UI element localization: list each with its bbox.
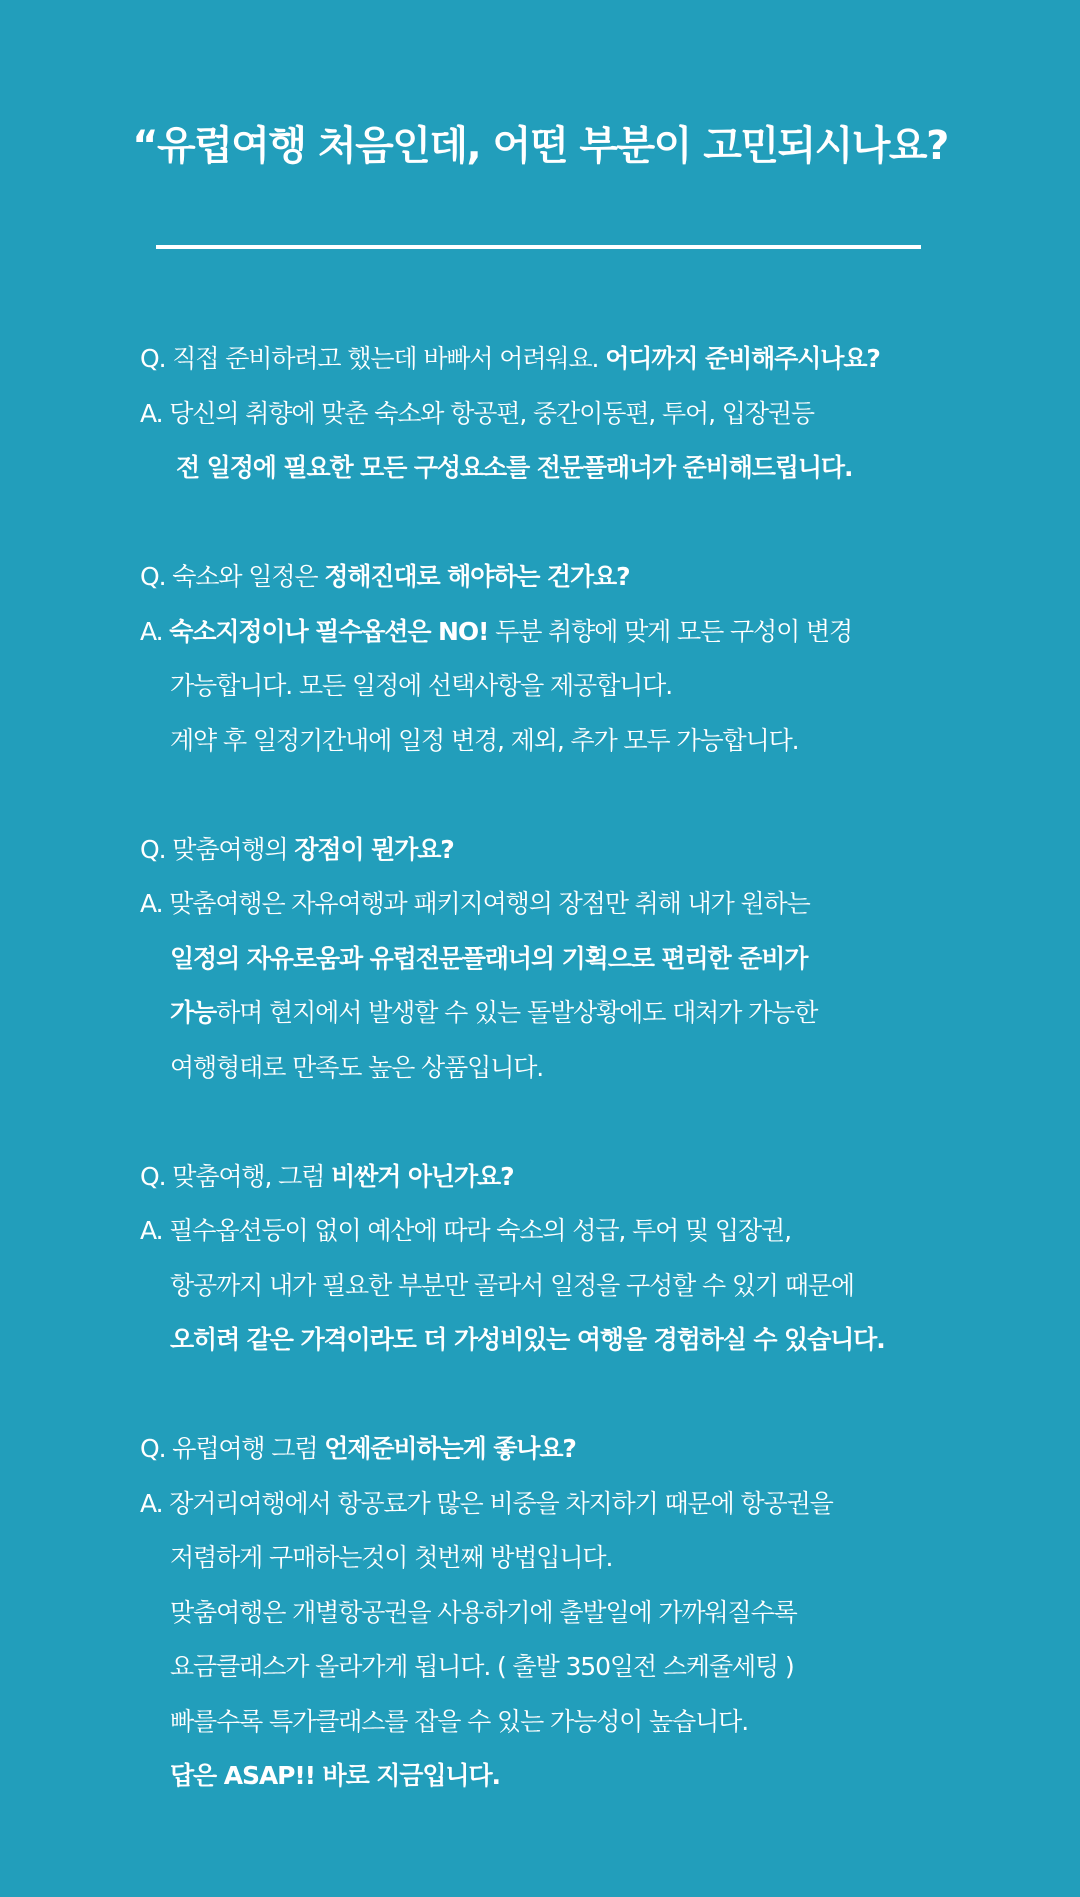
question: Q. 유럽여행 그럼 언제준비하는게 좋나요? (140, 1434, 576, 1463)
faq-item-advantages (140, 823, 1040, 1096)
answer-line: 저렴하게 구매하는것이 첫번째 방법입니다. (170, 1543, 613, 1572)
answer-line: 일정의 자유로움과 유럽전문플래너의 기획으로 편리한 준비가 (170, 943, 808, 973)
answer-line: A. 장거리여행에서 항공료가 많은 비중을 차지하기 때문에 항공권을 (140, 1488, 833, 1518)
question: Q. 맞춤여행, 그럼 비싼거 아닌가요? (140, 1161, 514, 1191)
question: Q. 숙소와 일정은 정해진대로 해야하는 건가요? (140, 562, 630, 591)
title-divider (156, 245, 921, 249)
answer-line: 항공까지 내가 필요한 부분만 골라서 일정을 구성할 수 있기 때문에 (170, 1270, 854, 1300)
answer-line: A. 당신의 취향에 맞춘 숙소와 항공편, 중간이동편, 투어, 입장권등 (140, 398, 814, 428)
answer-line: 답은 ASAP!! 바로 지금입니다. (170, 1761, 500, 1790)
answer-line: A. 맞춤여행은 자유여행과 패키지여행의 장점만 취해 내가 원하는 (140, 889, 810, 918)
page-title: “유럽여행 처음인데, 어떤 부분이 고민되시나요? (132, 123, 948, 169)
faq-item-when-to-prepare (140, 1422, 1040, 1804)
answer-line: 맞춤여행은 개별항공권을 사용하기에 출발일에 가까워질수록 (170, 1597, 797, 1627)
answer-line: 여행형태로 만족도 높은 상품입니다. (170, 1052, 544, 1082)
faq-list (140, 332, 1040, 1804)
answer-line: 빠를수록 특가클래스를 잡을 수 있는 가능성이 높습니다. (170, 1706, 749, 1736)
answer-line: 가능하며 현지에서 발생할 수 있는 돌발상황에도 대처가 가능한 (170, 998, 818, 1027)
faq-item-fixed-schedule (140, 550, 1040, 768)
answer-line: 요금클래스가 올라가게 됩니다. ( 출발 350일전 스케줄세팅 ) (170, 1652, 794, 1681)
answer-line: 계약 후 일정기간내에 일정 변경, 제외, 추가 모두 가능합니다. (170, 725, 799, 755)
question: Q. 직접 준비하려고 했는데 바빠서 어려워요. 어디까지 준비해주시나요? (140, 344, 880, 373)
answer-line: A. 필수옵션등이 없이 예산에 따라 숙소의 성급, 투어 및 입장권, (140, 1216, 791, 1245)
question: Q. 맞춤여행의 장점이 뭔가요? (140, 834, 454, 864)
answer-line: A. 숙소지정이나 필수옵션은 NO! 두분 취향에 맞게 모든 구성이 변경 (140, 616, 853, 646)
faq-item-price (140, 1150, 1040, 1368)
answer-line: 오히려 같은 가격이라도 더 가성비있는 여행을 경험하실 수 있습니다. (170, 1325, 885, 1354)
faq-item-preparation-scope (140, 332, 1040, 496)
answer-line: 전 일정에 필요한 모든 구성요소를 전문플래너가 준비해드립니다. (176, 453, 853, 482)
answer-line: 가능합니다. 모든 일정에 선택사항을 제공합니다. (170, 671, 673, 700)
